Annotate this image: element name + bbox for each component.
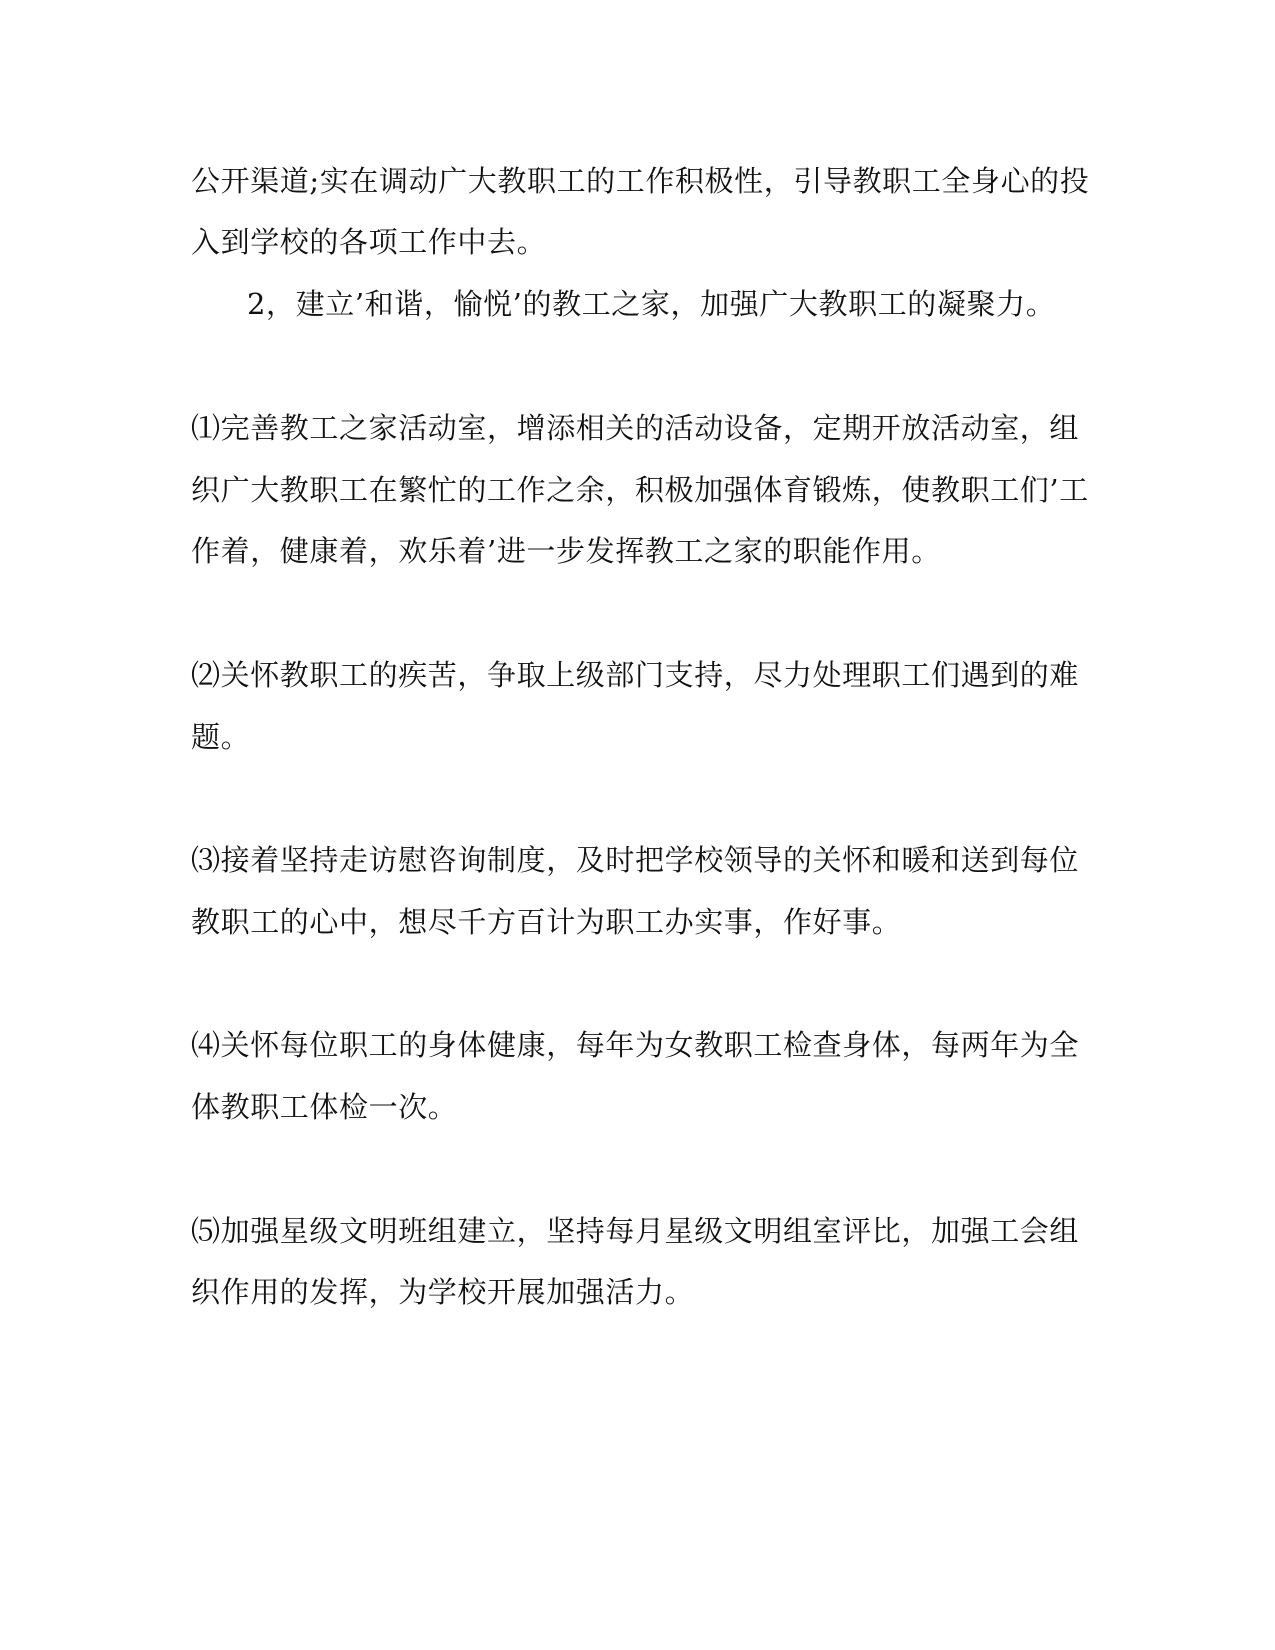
paragraph-1-line-2: 入到学校的各项工作中去。 <box>191 225 547 259</box>
item-3-line-1: ⑶接着坚持走访慰咨询制度，及时把学校领导的关怀和暖和送到每位 <box>191 843 1080 877</box>
section-2-heading: 2，建立’和谐，愉悦’的教工之家，加强广大教职工的凝聚力。 <box>247 287 1056 321</box>
item-1-line-1: ⑴完善教工之家活动室，增添相关的活动设备，定期开放活动室，组 <box>191 411 1080 445</box>
paragraph-1-line-1: 公开渠道;实在调动广大教职工的工作积极性，引导教职工全身心的投 <box>191 164 1090 198</box>
item-3-line-2: 教职工的心中，想尽千方百计为职工办实事，作好事。 <box>191 905 902 939</box>
item-1-line-2: 织广大教职工在繁忙的工作之余，积极加强体育锻炼，使教职工们’工 <box>191 473 1089 507</box>
item-2-line-2: 题。 <box>191 720 251 754</box>
item-1-line-3: 作着，健康着，欢乐着’进一步发挥教工之家的职能作用。 <box>191 534 941 568</box>
item-5-line-1: ⑸加强星级文明班组建立，坚持每月星级文明组室评比，加强工会组 <box>191 1214 1080 1248</box>
item-2-line-1: ⑵关怀教职工的疾苦，争取上级部门支持，尽力处理职工们遇到的难 <box>191 658 1080 692</box>
item-4-line-1: ⑷关怀每位职工的身体健康，每年为女教职工检查身体，每两年为全 <box>191 1028 1080 1062</box>
item-4-line-2: 体教职工体检一次。 <box>191 1090 458 1124</box>
item-5-line-2: 织作用的发挥，为学校开展加强活力。 <box>191 1275 695 1309</box>
